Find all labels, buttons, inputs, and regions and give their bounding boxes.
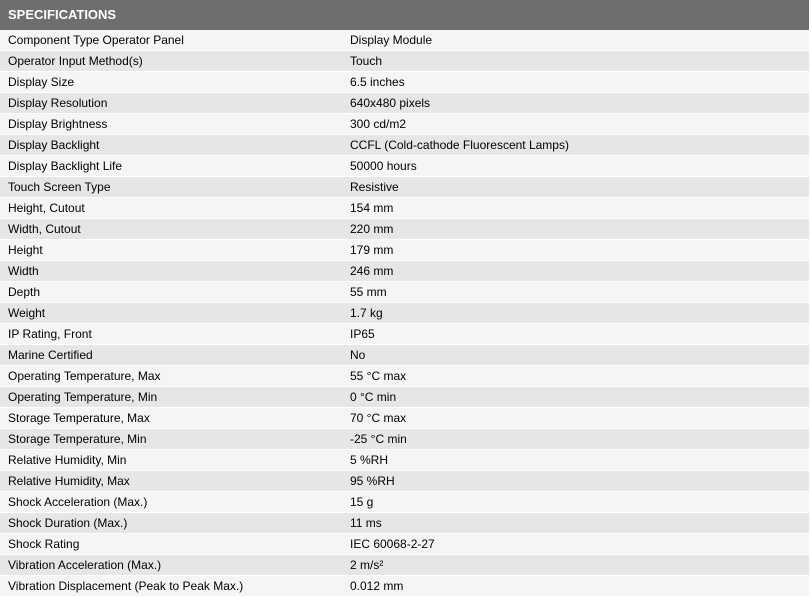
- spec-value: CCFL (Cold-cathode Fluorescent Lamps): [342, 135, 809, 156]
- spec-label: Relative Humidity, Min: [0, 450, 342, 471]
- spec-label: Display Resolution: [0, 93, 342, 114]
- spec-value: 2 m/s²: [342, 555, 809, 576]
- spec-value: 50000 hours: [342, 156, 809, 177]
- specifications-table-body: [0, 30, 809, 597]
- spec-label: Operating Temperature, Min: [0, 387, 342, 408]
- spec-label: Storage Temperature, Min: [0, 429, 342, 450]
- table-row: [0, 177, 809, 198]
- specifications-table: [0, 30, 809, 597]
- spec-label: IP Rating, Front: [0, 324, 342, 345]
- spec-value: IP65: [342, 324, 809, 345]
- spec-value: 246 mm: [342, 261, 809, 282]
- spec-label: Depth: [0, 282, 342, 303]
- table-row: [0, 198, 809, 219]
- spec-label: Shock Duration (Max.): [0, 513, 342, 534]
- spec-label: Marine Certified: [0, 345, 342, 366]
- table-row: [0, 282, 809, 303]
- spec-label: Vibration Acceleration (Max.): [0, 555, 342, 576]
- spec-value: 0 °C min: [342, 387, 809, 408]
- spec-value: 70 °C max: [342, 408, 809, 429]
- table-row: [0, 576, 809, 597]
- table-row: [0, 219, 809, 240]
- spec-value: Display Module: [342, 30, 809, 51]
- table-row: [0, 366, 809, 387]
- table-row: [0, 135, 809, 156]
- table-row: [0, 471, 809, 492]
- spec-label: Display Brightness: [0, 114, 342, 135]
- spec-label: Operator Input Method(s): [0, 51, 342, 72]
- table-row: [0, 240, 809, 261]
- table-row: [0, 555, 809, 576]
- table-row: [0, 429, 809, 450]
- spec-label: Shock Rating: [0, 534, 342, 555]
- spec-value: 179 mm: [342, 240, 809, 261]
- table-row: [0, 156, 809, 177]
- table-row: [0, 114, 809, 135]
- spec-label: Display Backlight Life: [0, 156, 342, 177]
- spec-value: 1.7 kg: [342, 303, 809, 324]
- spec-label: Height, Cutout: [0, 198, 342, 219]
- table-row: [0, 408, 809, 429]
- spec-label: Display Backlight: [0, 135, 342, 156]
- table-row: [0, 492, 809, 513]
- spec-label: Storage Temperature, Max: [0, 408, 342, 429]
- spec-label: Component Type Operator Panel: [0, 30, 342, 51]
- spec-label: Width, Cutout: [0, 219, 342, 240]
- spec-value: -25 °C min: [342, 429, 809, 450]
- specifications-header: SPECIFICATIONS: [0, 0, 809, 30]
- table-row: [0, 30, 809, 51]
- table-row: [0, 51, 809, 72]
- spec-value: Resistive: [342, 177, 809, 198]
- spec-value: 300 cd/m2: [342, 114, 809, 135]
- table-row: [0, 303, 809, 324]
- spec-label: Width: [0, 261, 342, 282]
- spec-value: 154 mm: [342, 198, 809, 219]
- spec-label: Display Size: [0, 72, 342, 93]
- spec-value: 640x480 pixels: [342, 93, 809, 114]
- table-row: [0, 534, 809, 555]
- spec-value: 6.5 inches: [342, 72, 809, 93]
- spec-value: 5 %RH: [342, 450, 809, 471]
- table-row: [0, 345, 809, 366]
- spec-value: 11 ms: [342, 513, 809, 534]
- spec-label: Operating Temperature, Max: [0, 366, 342, 387]
- table-row: [0, 93, 809, 114]
- spec-value: 15 g: [342, 492, 809, 513]
- table-row: [0, 72, 809, 93]
- table-row: [0, 450, 809, 471]
- spec-value: 220 mm: [342, 219, 809, 240]
- table-row: [0, 324, 809, 345]
- spec-label: Shock Acceleration (Max.): [0, 492, 342, 513]
- spec-label: Height: [0, 240, 342, 261]
- spec-label: Touch Screen Type: [0, 177, 342, 198]
- spec-value: 95 %RH: [342, 471, 809, 492]
- table-row: [0, 261, 809, 282]
- spec-value: No: [342, 345, 809, 366]
- spec-value: 55 mm: [342, 282, 809, 303]
- spec-label: Vibration Displacement (Peak to Peak Max.): [0, 576, 342, 597]
- spec-label: Relative Humidity, Max: [0, 471, 342, 492]
- table-row: [0, 513, 809, 534]
- spec-value: 0.012 mm: [342, 576, 809, 597]
- spec-value: 55 °C max: [342, 366, 809, 387]
- spec-value: Touch: [342, 51, 809, 72]
- table-row: [0, 387, 809, 408]
- spec-value: IEC 60068-2-27: [342, 534, 809, 555]
- spec-label: Weight: [0, 303, 342, 324]
